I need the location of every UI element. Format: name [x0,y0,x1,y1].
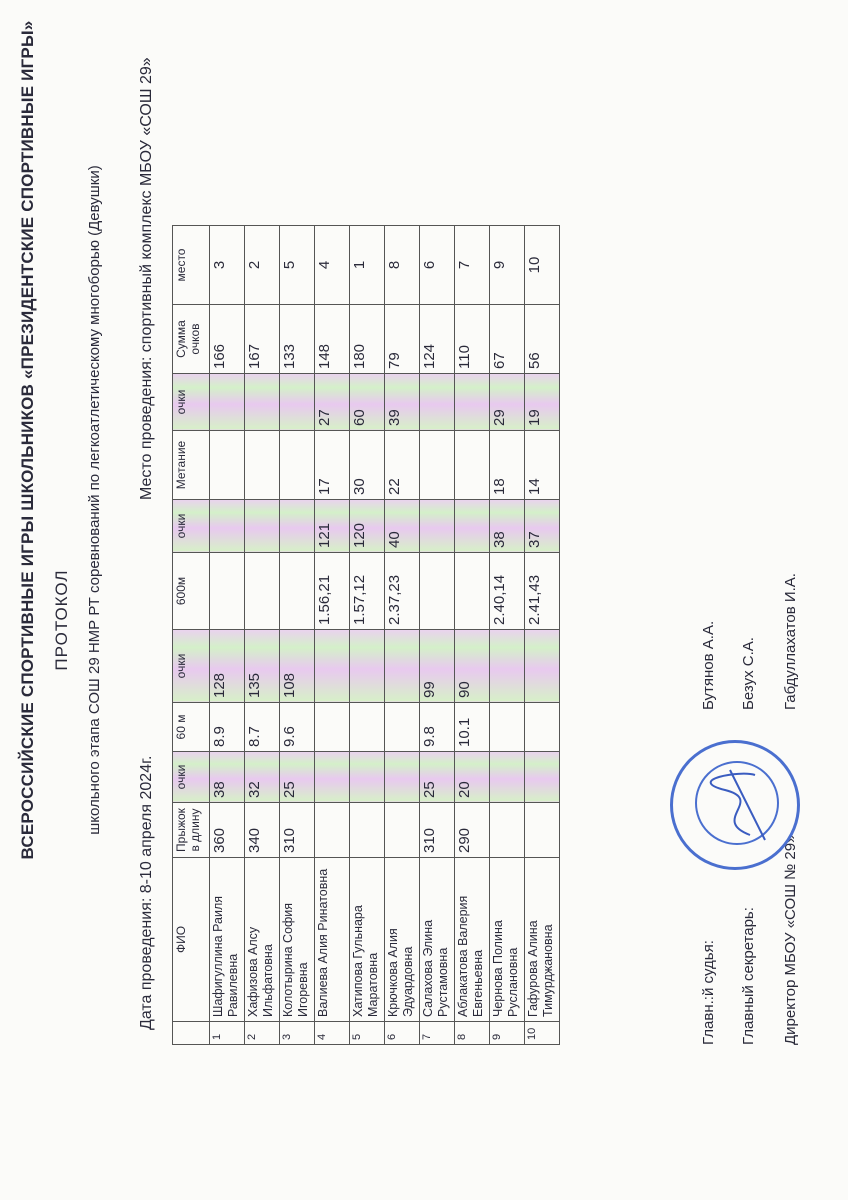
run-600m-result [280,553,315,630]
col-600m: 600м [173,553,210,630]
throw-points: 39 [385,374,420,431]
place: 2 [245,226,280,305]
long-jump-points: 25 [420,752,455,803]
throw-result: 30 [350,431,385,500]
col-long-jump: Прыжок в длину [173,803,210,858]
row-number: 10 [525,1022,560,1045]
row-number: 5 [350,1022,385,1045]
throw-points: 19 [525,374,560,431]
throw-result [455,431,490,500]
total-points: 166 [210,305,245,374]
run-600m-result: 2.40,14 [490,553,525,630]
run-600m-result: 2.41,43 [525,553,560,630]
signature-scribble-icon [670,740,800,870]
throw-result [245,431,280,500]
total-points: 56 [525,305,560,374]
athlete-name: Салахова Элина Рустамовна [420,858,455,1022]
run-60m-result [525,703,560,752]
col-60m: 60 м [173,703,210,752]
run-600m-points [420,500,455,553]
run-600m-result: 1.57,12 [350,553,385,630]
long-jump-points [315,752,350,803]
results-table [172,225,560,1045]
long-jump-points: 20 [455,752,490,803]
long-jump-points: 25 [280,752,315,803]
run-60m-points: 99 [420,630,455,703]
place: 7 [455,226,490,305]
document-title: ВСЕРОССИЙСКИЕ СПОРТИВНЫЕ ИГРЫ ШКОЛЬНИКОВ «ПРЕЗИДЕНТСКИЕ СПОРТИВНЫЕ ИГРЫ» [18,20,37,860]
row-number: 1 [210,1022,245,1045]
col-points-jump: очки [173,752,210,803]
long-jump-points: 32 [245,752,280,803]
throw-points: 27 [315,374,350,431]
throw-result [280,431,315,500]
run-60m-points [385,630,420,703]
run-60m-points [315,630,350,703]
total-points: 148 [315,305,350,374]
run-60m-points [490,630,525,703]
table-row [385,226,420,1045]
table-row [525,226,560,1045]
chief-judge-name: Бутянов А.А. [700,620,717,710]
place: 1 [350,226,385,305]
throw-points [455,374,490,431]
throw-result [210,431,245,500]
place: 8 [385,226,420,305]
secretary-label: Главный секретарь: [740,907,757,1045]
place: 6 [420,226,455,305]
run-600m-points: 40 [385,500,420,553]
chief-judge-label: Главн.:й судья: [700,940,717,1045]
athlete-name: Хатипова Гульнара Маратовна [350,858,385,1022]
director-label: Директор МБОУ «СОШ № 29» [782,834,799,1045]
athlete-name: Хафизова Алсу Ильфатовна [245,858,280,1022]
total-points: 124 [420,305,455,374]
long-jump-points [385,752,420,803]
run-60m-result: 10.1 [455,703,490,752]
event-date: Дата проведения: 8-10 апреля 2024г. [138,755,155,1030]
protocol-heading: ПРОТОКОЛ [52,569,71,671]
run-60m-result: 9.8 [420,703,455,752]
athlete-name: Валиева Алия Ринатовна [315,858,350,1022]
row-number: 2 [245,1022,280,1045]
run-600m-points: 37 [525,500,560,553]
run-600m-points: 121 [315,500,350,553]
long-jump-result: 290 [455,803,490,858]
document-subtitle: школьного этапа СОШ 29 НМР РТ соревнований по легкоатлетическому многоборью (Девушки) [86,165,103,835]
athlete-name: Гафурова Алина Тимурджановна [525,858,560,1022]
run-600m-result [245,553,280,630]
throw-result: 22 [385,431,420,500]
long-jump-result [490,803,525,858]
throw-points [420,374,455,431]
throw-points [210,374,245,431]
director-name: Габдуллахатов И.А. [782,573,799,710]
run-60m-result [350,703,385,752]
total-points: 79 [385,305,420,374]
run-600m-points [210,500,245,553]
run-60m-result [385,703,420,752]
run-60m-points [350,630,385,703]
table-row [420,226,455,1045]
long-jump-points [350,752,385,803]
athlete-name: Шафигуллина Раиля Равилевна [210,858,245,1022]
total-points: 67 [490,305,525,374]
table-row [280,226,315,1045]
run-600m-result: 1.56,21 [315,553,350,630]
row-number: 7 [420,1022,455,1045]
place: 9 [490,226,525,305]
throw-result: 14 [525,431,560,500]
secretary-name: Безух С.А. [740,637,757,710]
place: 5 [280,226,315,305]
col-throw: Метание [173,431,210,500]
run-60m-points: 128 [210,630,245,703]
col-total: Сумма очков [173,305,210,374]
col-number [173,1022,210,1045]
table-row [350,226,385,1045]
total-points: 133 [280,305,315,374]
row-number: 6 [385,1022,420,1045]
run-600m-points [280,500,315,553]
run-600m-points [245,500,280,553]
table-row [490,226,525,1045]
long-jump-points [525,752,560,803]
throw-result: 18 [490,431,525,500]
throw-points: 29 [490,374,525,431]
place: 10 [525,226,560,305]
run-600m-points: 38 [490,500,525,553]
long-jump-points [490,752,525,803]
long-jump-result [385,803,420,858]
table-row [455,226,490,1045]
athlete-name: Крючкова Алия Эдуардовна [385,858,420,1022]
place: 4 [315,226,350,305]
run-60m-points [525,630,560,703]
run-60m-result: 8.9 [210,703,245,752]
run-60m-points: 90 [455,630,490,703]
athlete-name: Аблакатова Валерия Евгеньевна [455,858,490,1022]
col-points-60m: очки [173,630,210,703]
col-name: ФИО [173,858,210,1022]
total-points: 167 [245,305,280,374]
run-60m-result [315,703,350,752]
table-header-row [173,226,210,1045]
throw-points [245,374,280,431]
run-60m-result: 8.7 [245,703,280,752]
table-row [245,226,280,1045]
throw-result: 17 [315,431,350,500]
athlete-name: Колотырина София Игоревна [280,858,315,1022]
row-number: 9 [490,1022,525,1045]
run-60m-points: 108 [280,630,315,703]
long-jump-result [525,803,560,858]
col-place: место [173,226,210,305]
event-venue: Место проведения: спортивный комплекс МБОУ «СОШ 29» [138,57,155,500]
run-600m-result: 2.37,23 [385,553,420,630]
long-jump-result: 360 [210,803,245,858]
run-600m-result [420,553,455,630]
row-number: 4 [315,1022,350,1045]
run-600m-points: 120 [350,500,385,553]
total-points: 110 [455,305,490,374]
table-row [315,226,350,1045]
long-jump-result: 310 [280,803,315,858]
run-600m-result [455,553,490,630]
throw-result [420,431,455,500]
long-jump-points: 38 [210,752,245,803]
long-jump-result: 310 [420,803,455,858]
long-jump-result: 340 [245,803,280,858]
run-600m-result [210,553,245,630]
throw-points: 60 [350,374,385,431]
col-points-throw: очки [173,374,210,431]
long-jump-result [350,803,385,858]
long-jump-result [315,803,350,858]
col-points-600m: очки [173,500,210,553]
run-60m-result [490,703,525,752]
run-60m-points: 135 [245,630,280,703]
run-600m-points [455,500,490,553]
school-seal-stamp [670,740,800,870]
place: 3 [210,226,245,305]
total-points: 180 [350,305,385,374]
run-60m-result: 9.6 [280,703,315,752]
table-row [210,226,245,1045]
row-number: 8 [455,1022,490,1045]
row-number: 3 [280,1022,315,1045]
athlete-name: Чернова Полина Руслановна [490,858,525,1022]
throw-points [280,374,315,431]
